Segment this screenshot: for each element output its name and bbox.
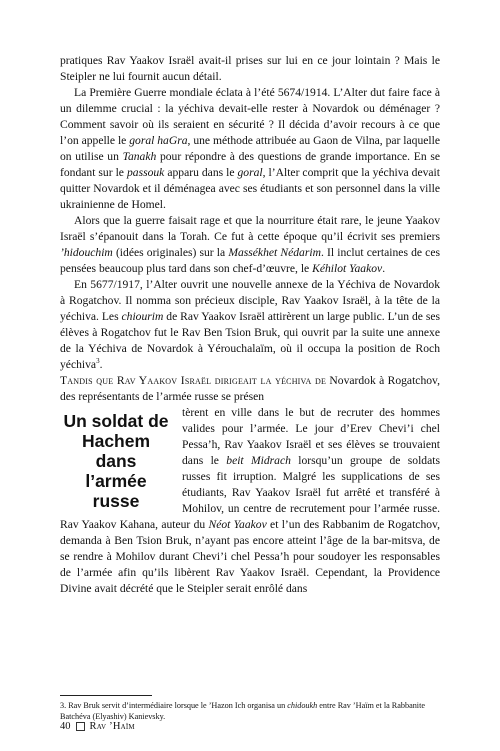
side-heading-line3: l’armée russe: [85, 471, 147, 511]
running-footer: [60, 721, 135, 732]
footnote: 3. Rav Bruk servit d’intermédiaire lorsque le ’Hazon Ich organisa un chidoukh entre Rav ’Haïm et la Rabbanite Batchéva (Elyashiv) Kanievsky.: [60, 701, 425, 721]
paragraph-1: pratiques Rav Yaakov Israël avait-il prises sur lui en ce jour lointain ? Mais le Steipler ne lui fournit aucun détail.: [60, 54, 440, 83]
section-first-line: Novardok à Rogatchov, des représentants de l’armée russe se présen: [60, 374, 440, 403]
running-title: Rav ’Haïm: [89, 721, 135, 732]
footnote-divider: [60, 695, 152, 696]
section-paragraph: Tandis que Rav Yaakov Israël dirigeait la yéchiva de Novardok à Rogatchov, des représentants de l’armée russe se présen Un soldat de Hachem dans l’armée russe tèrent en ville dans le but de recruter des hommes valides pour l’armée. Le jour d’Erev Chevi’i chel Pessa’h, Rav Yaakov Israël et ses élèves se trouvaient dans le beit Midrach lorsqu’un groupe de soldats russes fit irruption. Malgré les supplications de ses étudiants, Rav Yaakov Israël fut arrêté et transféré à Mohilov, un centre de recrutement pour l’armée russe. Rav Yaakov Kahana, auteur du Néot Yaakov et l’un des Rabbanim de Rogatchov, demanda à Ben Tsion Bruk, n’ayant pas encore atteint l’âge de la bar-mitsva, de se rendre à Mohilov durant Chevi’i chel Pessa’h pour soudoyer les responsables de l’armée afin qu’ils libèrent Rav Yaakov Israël. Cependant, la Providence Divine avait décrété que le Steipler serait enrôlé dans: [60, 374, 440, 595]
square-ornament-icon: [76, 722, 85, 731]
body-text: [60, 53, 440, 597]
side-heading: [60, 411, 172, 511]
paragraph-3: Alors que la guerre faisait rage et que la nourriture était rare, le jeune Yaakov Israël s’épanouit dans la Torah. Ce fut à cette époque qu’il écrivit ses premiers ’hidouchim (idées originales) sur la Massékhet Nédarim. Il inclut certaines de ces pensées beaucoup plus tard dans son chef-d’œuvre, le Kéhilot Yaakov.: [60, 214, 440, 275]
paragraph-2: La Première Guerre mondiale éclata à l’été 5674/1914. L’Alter dut faire face à un dilemme crucial : la yéchiva devait-elle rester à Novardok ou déménager ? Comment savoir où ils seraient en sécurité ? Il décida d’avoir recours à ce que l’on appelle le goral haGra, une méthode attribuée au Gaon de Vilna, par laquelle on utilise un Tanakh pour répondre à des questions de grande importance. En se fondant sur le passouk apparu dans le goral, l’Alter comprit que la yéchiva devait quitter Novardok et il déménagea avec ses étudiants et son personnel dans la ville ukrainienne de Homel.: [60, 86, 440, 211]
side-heading-line1: Un soldat de: [63, 411, 169, 431]
side-heading-line2: Hachem dans: [81, 431, 151, 471]
section-lead-caps: Tandis que Rav Yaakov Israël dirigeait la yéchiva de: [60, 374, 327, 387]
paragraph-4: En 5677/1917, l’Alter ouvrit une nouvelle annexe de la Yéchiva de Novardok à Rogatchov. Il nomma son précieux disciple, Rav Yaakov Israël, à la tête de la yéchiva. Les chiourim de Rav Yaakov Israël attirèrent un large public. L’un de ses élèves à Rogatchov fut le Rav Ben Tsion Bruk, qui ouvrit par la suite une annexe de la Yéchiva de Novardok à Yérouchalaïm, où il occupa la position de Roch yéchiva$^3$.: [60, 278, 440, 371]
footnote-ref: 3: [96, 357, 100, 366]
page-number: 40: [60, 721, 71, 732]
